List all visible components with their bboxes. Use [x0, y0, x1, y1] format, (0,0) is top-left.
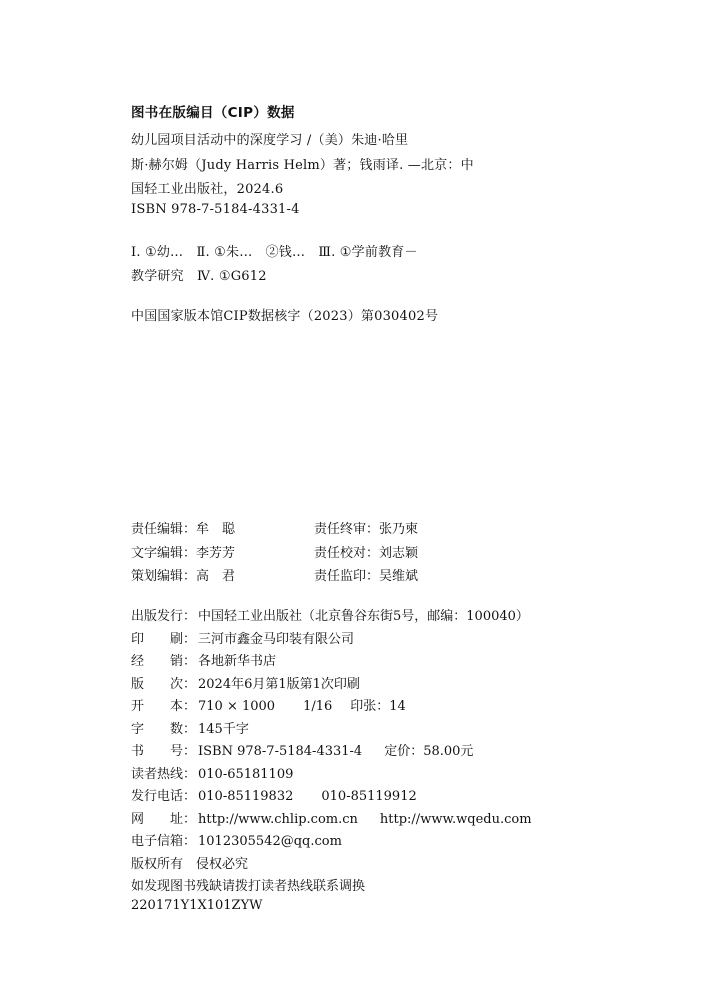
booknum-row	[131, 740, 532, 763]
publication-info	[131, 605, 532, 920]
hotline-label: 读者热线：	[131, 766, 197, 782]
web-link-2: http://www.wqedu.com	[379, 811, 532, 827]
hotline-row	[131, 763, 532, 786]
cip-title-line-3: 国轻工业出版社，2024.6	[131, 182, 284, 197]
cip-heading: 图书在版编目（CIP）数据	[131, 105, 295, 121]
distributor-label: 经 销：	[131, 654, 197, 669]
credit-right: 责任校对：刘志颖	[314, 545, 419, 561]
publisher-row	[131, 605, 532, 628]
cip-title-line-2: 斯·赫尔姆（Judy Harris Helm）著；钱雨译. —北京：中	[131, 158, 474, 173]
sales-value-2: 010-85119912	[321, 789, 417, 804]
booknum-value: ISBN 978-7-5184-4331-4	[198, 744, 363, 759]
distributor-value: 各地新华书店	[198, 654, 277, 669]
web-label: 网 址：	[131, 811, 197, 827]
printer-value: 三河市鑫金马印装有限公司	[198, 631, 355, 647]
edition-label: 版 次：	[131, 676, 197, 692]
words-label: 字 数：	[131, 721, 197, 737]
edition-row	[131, 673, 532, 696]
format-value: 710 × 1000	[198, 699, 276, 714]
credit-right: 责任终审：张乃柬	[314, 522, 419, 537]
sales-label: 发行电话：	[131, 789, 197, 804]
format-fold: 1/16	[303, 699, 333, 714]
cip-classification-line-1: Ⅰ. ①幼… Ⅱ. ①朱… ②钱… Ⅲ. ①学前教育－	[131, 245, 418, 260]
format-row	[131, 695, 532, 718]
web-link-1: http://www.chlip.com.cn	[198, 811, 358, 827]
rights-text: 版权所有 侵权必究	[131, 856, 249, 872]
email-value: 1012305542@qq.com	[198, 834, 342, 849]
printer-row	[131, 628, 532, 651]
rights-row	[131, 853, 532, 876]
sales-value-1: 010-85119832	[198, 789, 294, 804]
printer-label: 印 刷：	[131, 631, 197, 647]
credit-right: 责任监印：吴维斌	[314, 569, 419, 584]
distributor-row	[131, 650, 532, 673]
email-row	[131, 830, 532, 853]
cip-number: 中国国家版本馆CIP数据核字（2023）第030402号	[131, 309, 439, 324]
defect-notice-row	[131, 875, 532, 898]
defect-notice: 如发现图书残缺请拨打读者热线联系调换	[131, 879, 366, 894]
credit-left: 文字编辑：李芳芳	[131, 545, 236, 561]
price: 定价：58.00元	[384, 744, 474, 759]
credit-left: 策划编辑：高 君	[131, 569, 236, 584]
email-label: 电子信箱：	[131, 834, 197, 849]
format-label: 开 本：	[131, 699, 197, 714]
cip-isbn: ISBN 978-7-5184-4331-4	[131, 202, 300, 217]
hotline-value: 010-65181109	[198, 766, 294, 782]
format-sheets: 印张：14	[350, 699, 406, 714]
print-code: 220171Y1X101ZYW	[131, 897, 263, 913]
edition-value: 2024年6月第1版第1次印刷	[198, 676, 360, 692]
cip-classification-line-2: 教学研究 Ⅳ. ①G612	[131, 269, 267, 284]
publisher-label: 出版发行：	[131, 609, 197, 624]
words-row	[131, 718, 532, 741]
cip-title-line-1: 幼儿园项目活动中的深度学习 /（美）朱迪·哈里	[131, 133, 409, 148]
sales-row	[131, 785, 532, 808]
booknum-label: 书 号：	[131, 744, 197, 759]
credit-left: 责任编辑：牟 聪	[131, 522, 236, 537]
code-row	[131, 898, 532, 921]
publisher-value: 中国轻工业出版社（北京鲁谷东街5号，邮编：100040）	[198, 609, 529, 624]
words-value: 145千字	[198, 721, 249, 737]
web-row	[131, 808, 532, 831]
